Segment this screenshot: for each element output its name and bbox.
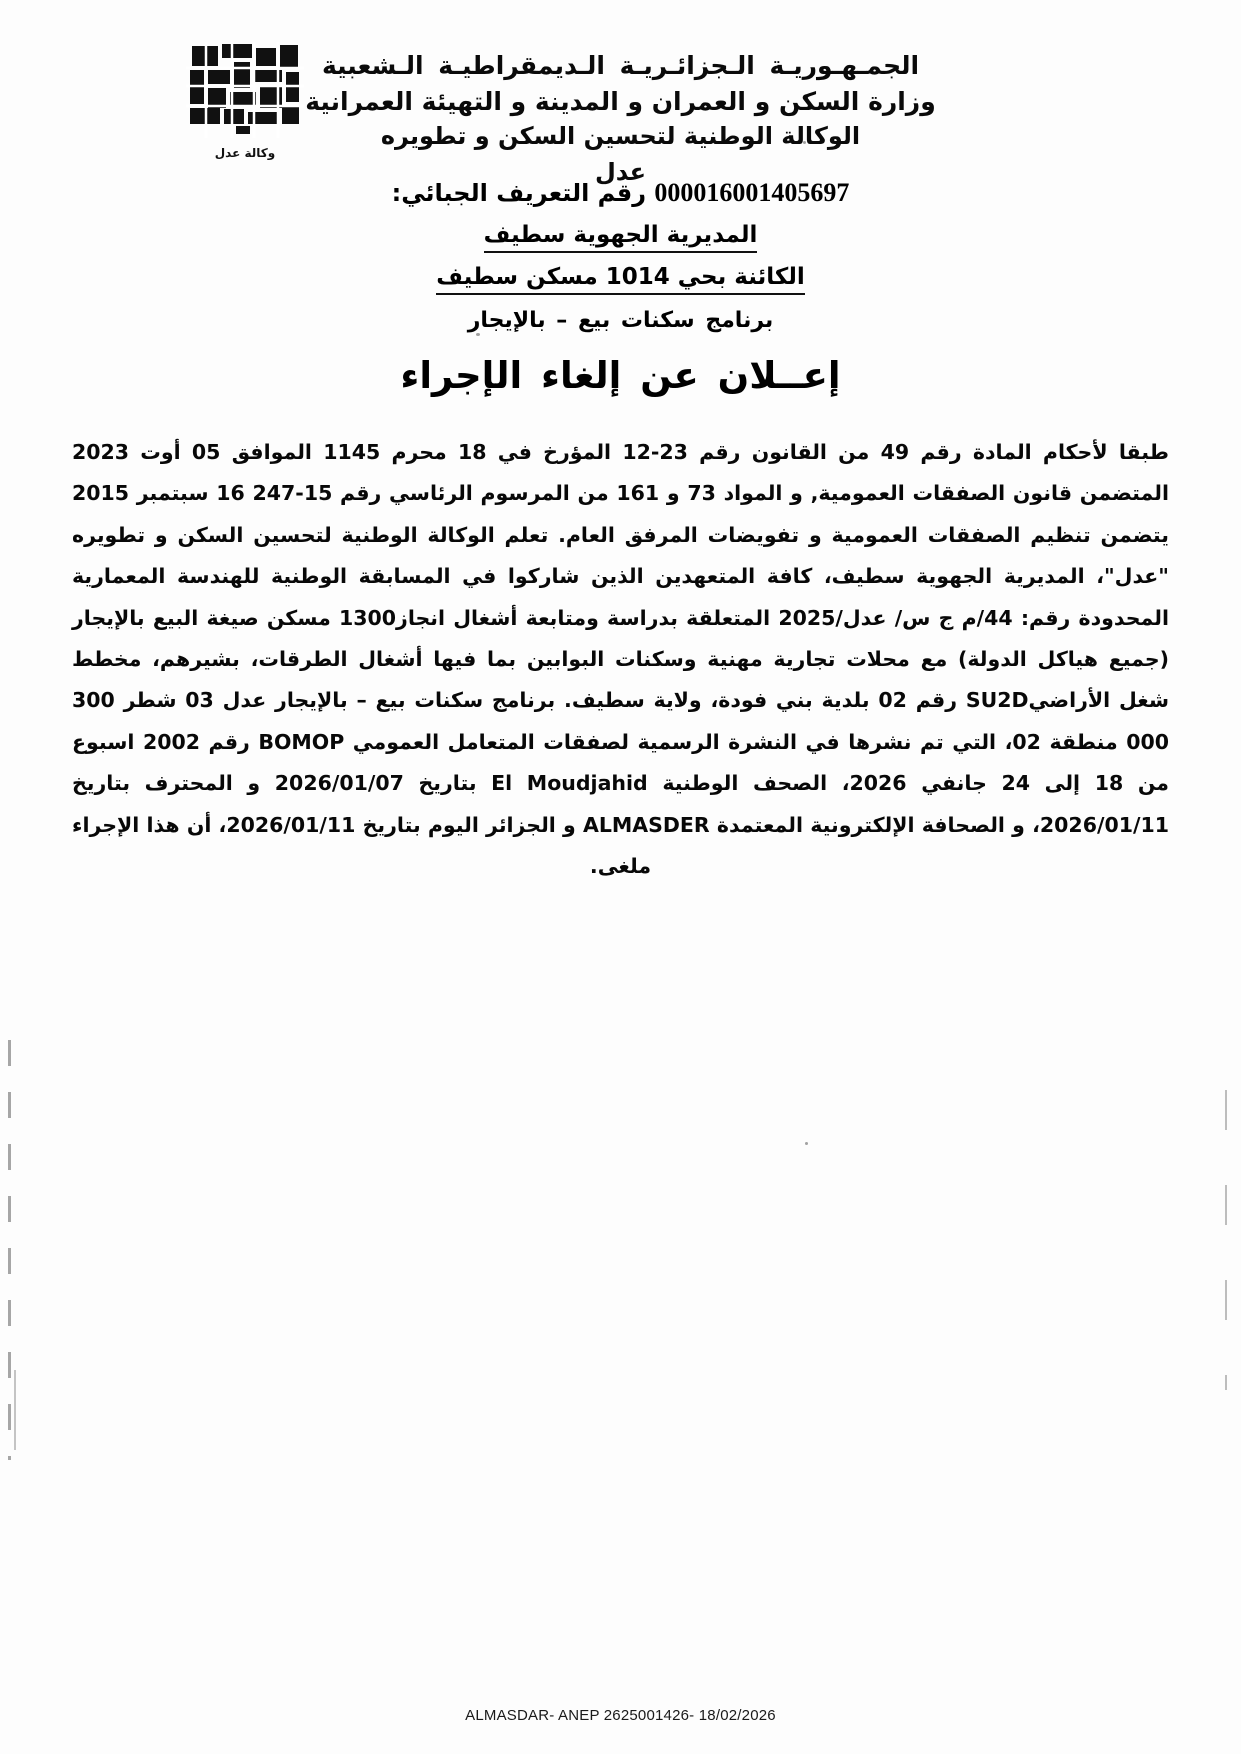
- scan-speck: [805, 1142, 808, 1145]
- announcement-body: طبقا لأحكام المادة رقم 49 من القانون رقم 23-12 المؤرخ في 18 محرم 1145 الموافق 05 أوت 2023 المتضمن قانون الصفقات العمومية, و المواد 73 و 161 من المرسوم الرئاسي رقم 15-247 16 سبتمبر 2015 يتضمن تنظيم الصفقات العمومية و تفويضات المرفق العام. تعلم الوكالة الوطنية لتحسين السكن و تطويره "عدل"، المديرية الجهوية سطيف، كافة المتعهدين الذين شاركوا في المسابقة الوطنية للهندسة المعمارية المحدودة رقم: 44/م ج س/ عدل/2025 المتعلقة بدراسة ومتابعة أشغال انجاز1300 مسكن صيغة البيع بالإيجار (جميع هياكل الدولة) مع محلات تجارية مهنية وسكنات البوابين بما فيها أشغال الطرقات، بشيرهم، مخطط شغل الأراضيSU2D رقم 02 بلدية بني فودة، ولاية سطيف. برنامج سكنات بيع – بالإيجار عدل 03 شطر 300 000 منطقة 02، التي تم نشرها في النشرة الرسمية لصفقات المتعامل العمومي BOMOP رقم 2002 اسبوع من 18 إلى 24 جانفي 2026، الصحف الوطنية El Moudjahid بتاريخ 2026/01/07 و المحترف بتاريخ 2026/01/11، و الصحافة الإلكترونية المعتمدة ALMASDER و الجزائر اليوم بتاريخ 2026/01/11، أن هذا الإجراء ملغى.: [72, 440, 1170, 879]
- program-line: برنامج سكنات بيع – بالإيجار: [467, 308, 774, 333]
- republic-line: الجمـهـوريـة الـجزائـريـة الـديمقراطيـة الـشعبية: [321, 51, 920, 80]
- scan-artifact-right-edge: [1225, 1090, 1227, 1390]
- aadl-logo: [180, 42, 310, 160]
- ministry-line: وزارة السكن و العمران و المدينة و التهيئة العمرانية: [305, 86, 936, 116]
- regional-directorate: [0, 222, 1241, 248]
- directorate-address: [0, 264, 1241, 290]
- scan-artifact-left-edge-secondary: [14, 1370, 16, 1450]
- logo-caption: وكالة عدل: [214, 146, 276, 160]
- document-footer: ALMASDAR- ANEP 2625001426- 18/02/2026: [465, 1707, 776, 1724]
- regional-directorate-text: المديرية الجهوية سطيف: [484, 222, 758, 253]
- tax-identification-label: رقم التعريف الجبائي:: [391, 179, 647, 207]
- tax-identification-number: 000016001405697: [654, 178, 850, 207]
- agency-short-name: عدل: [594, 158, 647, 187]
- page-title: إعــلان عن إلغاء الإجراء: [400, 354, 841, 397]
- scan-artifact-left-edge: [8, 1040, 11, 1460]
- scan-speck: [476, 333, 480, 336]
- directorate-address-text: الكائنة بحي 1014 مسكن سطيف: [436, 264, 805, 295]
- agency-logo-icon: [186, 42, 304, 138]
- agency-line: الوكالة الوطنية لتحسين السكن و تطويره: [380, 122, 861, 150]
- tax-identification-line: [0, 178, 1241, 208]
